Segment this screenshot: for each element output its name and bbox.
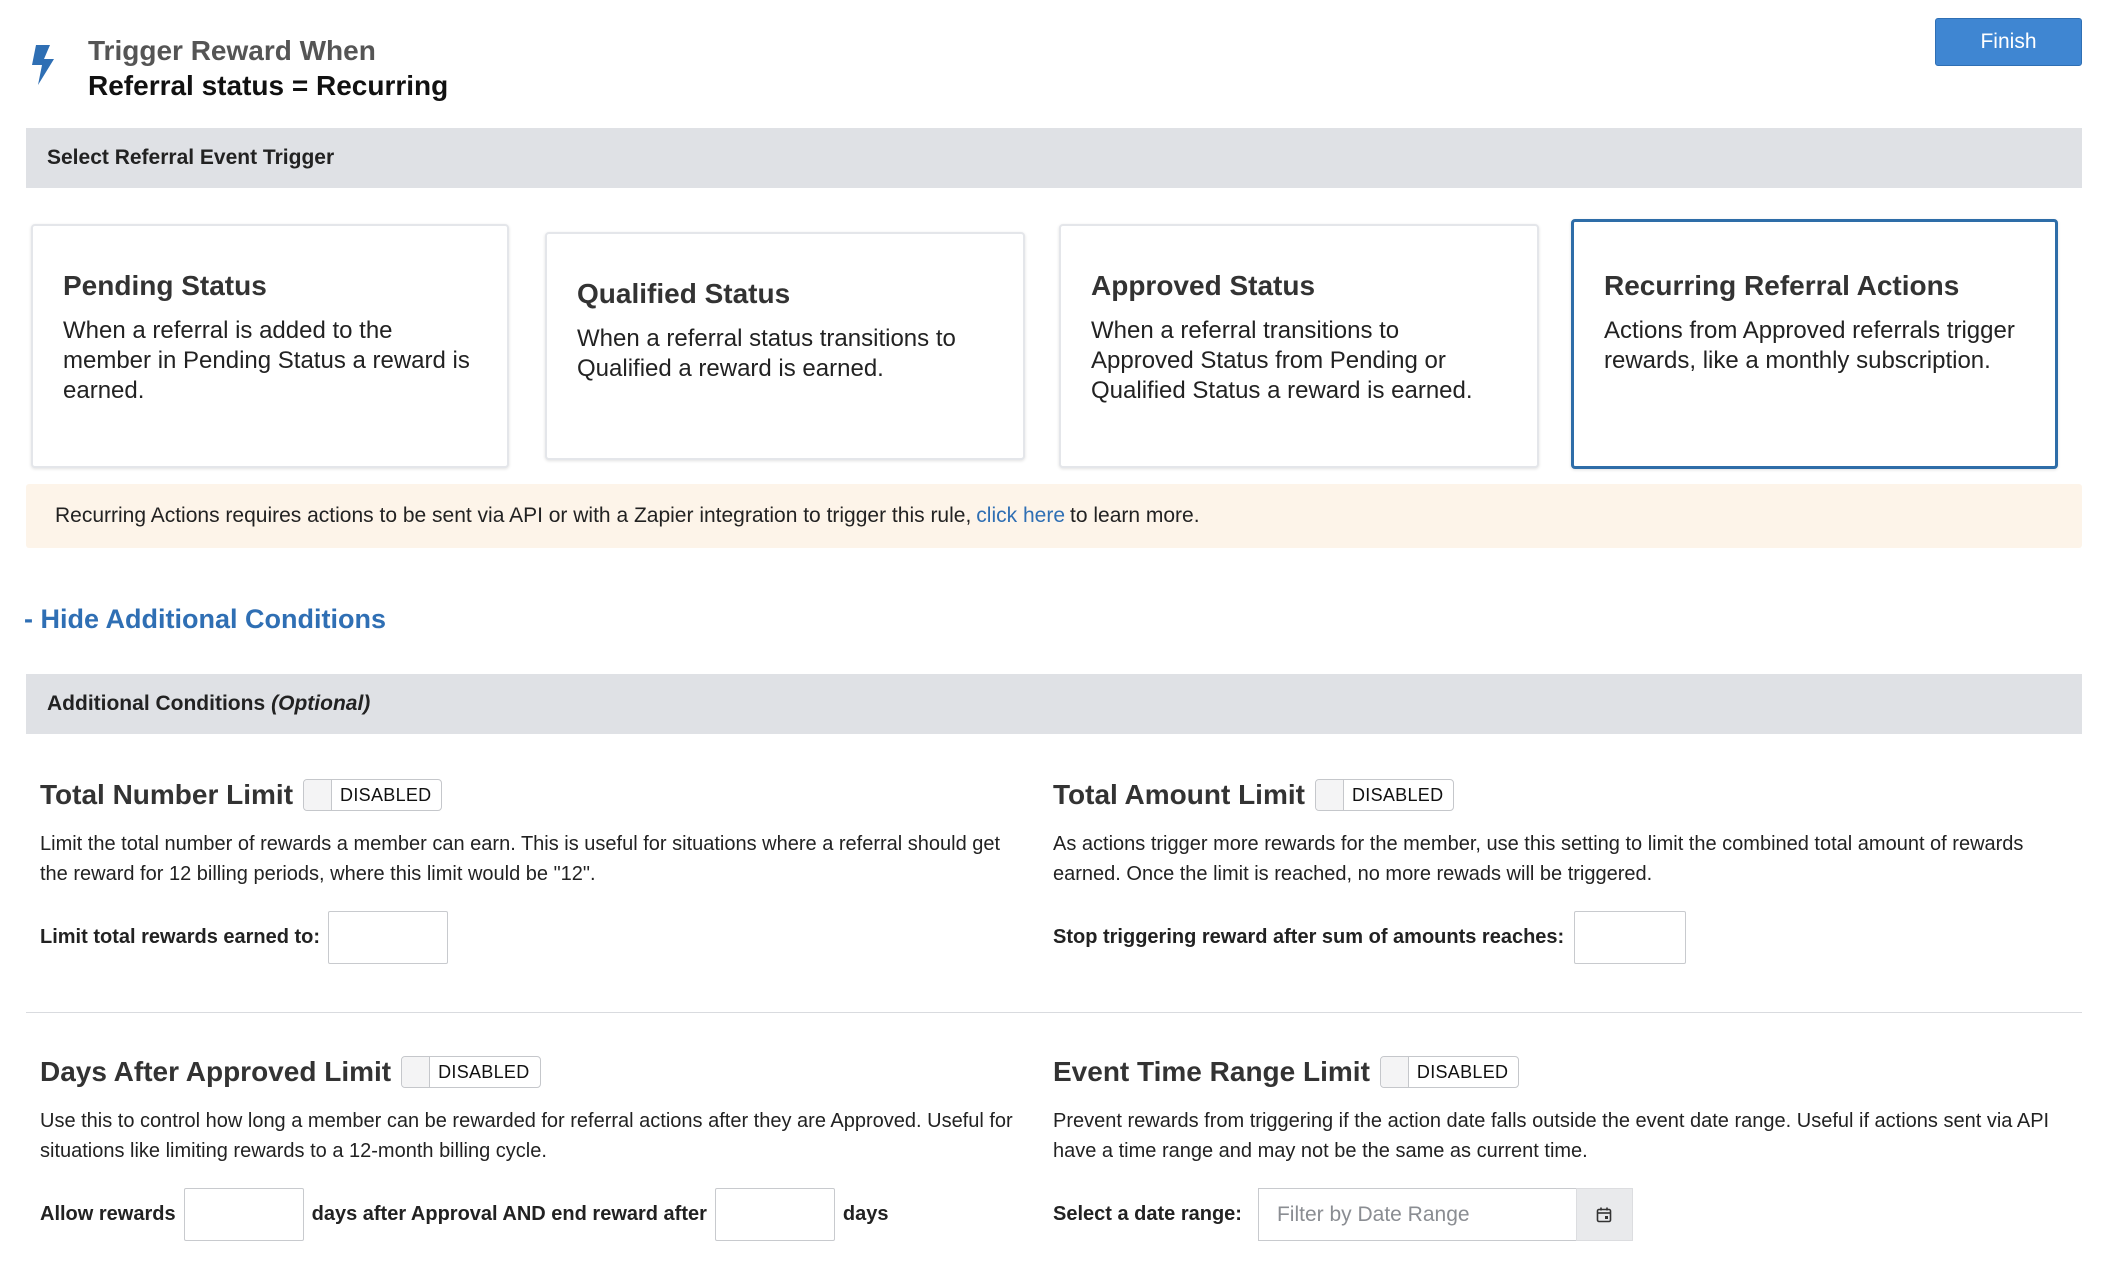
notice-text-end: to learn more. [1070,504,1200,527]
condition-description: Limit the total number of rewards a member can earn. This is useful for situations where a referral should get the reward for 12 billing periods, where this limit would be "12". [40,833,1001,885]
trigger-section-label: Select Referral Event Trigger [47,146,335,169]
field-label: Stop triggering reward after sum of amounts reaches: [1053,926,1565,948]
days-label: days [842,1203,889,1225]
page-header [30,33,448,103]
condition-description: Prevent rewards from triggering if the action date falls outside the event date range. Useful if actions sent via API have a time range and may not be the same as current time. [1053,1110,2050,1162]
days-after-approved-limit [40,1052,1040,1241]
card-title: Qualified Status [577,278,791,309]
card-description: Actions from Approved referrals trigger rewards, like a monthly subscription. [1604,317,2015,374]
recurring-actions-notice [26,484,2082,548]
total-amount-limit [1053,775,2043,964]
limit-total-rewards-input[interactable] [328,911,448,964]
toggle-knob [1381,1057,1409,1087]
end-days-input[interactable] [715,1188,835,1241]
card-pending-status[interactable] [31,224,509,468]
trigger-section-header [26,128,2082,188]
card-title: Pending Status [63,270,267,301]
days-after-approved-toggle[interactable] [401,1056,540,1088]
event-time-range-limit [1053,1052,2053,1241]
toggle-knob [304,780,332,810]
card-recurring-referral-actions[interactable] [1571,219,2058,469]
card-qualified-status[interactable] [545,232,1025,460]
field-label: Limit total rewards earned to: [40,926,321,948]
section-divider [26,1012,2082,1013]
toggle-state: DISABLED [1416,1061,1509,1082]
learn-more-link[interactable]: click here [976,504,1065,527]
toggle-state: DISABLED [1351,784,1444,805]
condition-description: Use this to control how long a member can be rewarded for referral actions after they are Approved. Useful for situations like limiting rewards to a 12-month billing cycle. [40,1110,1013,1162]
calendar-icon [1596,1207,1612,1223]
calendar-button[interactable] [1576,1188,1633,1241]
total-amount-limit-toggle[interactable] [1315,779,1454,811]
days-after-approval-label: days after Approval AND end reward after [311,1203,707,1225]
toggle-state: DISABLED [438,1061,530,1082]
date-range-picker [1258,1188,1633,1241]
condition-title: Event Time Range Limit [1053,1056,1370,1087]
finish-button[interactable]: Finish [1935,18,2082,66]
field-label: Select a date range: [1053,1203,1242,1225]
card-title: Approved Status [1091,270,1316,301]
header-subtitle: Trigger Reward When [88,35,376,66]
condition-title: Total Amount Limit [1053,779,1305,810]
condition-description: As actions trigger more rewards for the member, use this setting to limit the combined total amount of rewards earned. Once the limit is reached, no more rewads will be triggered. [1053,833,2024,885]
card-description: When a referral transitions to Approved Status from Pending or Qualified Status a reward is earned. [1091,317,1473,404]
additional-conditions-header [26,674,2082,734]
card-description: When a referral is added to the member in Pending Status a reward is earned. [63,317,470,404]
toggle-knob [402,1057,430,1087]
header-title: Referral status = Recurring [88,70,449,101]
event-time-range-toggle[interactable] [1380,1056,1519,1088]
allow-rewards-label: Allow rewards [40,1203,176,1225]
sum-of-amounts-input[interactable] [1574,911,1686,964]
card-approved-status[interactable] [1059,224,1539,468]
notice-text: Recurring Actions requires actions to be sent via API or with a Zapier integration to trigger this rule, [55,504,972,527]
total-number-limit-toggle[interactable] [303,779,442,811]
date-range-input[interactable] [1258,1188,1576,1241]
optional-label: (Optional) [271,692,371,715]
condition-title: Total Number Limit [40,779,294,810]
start-days-input[interactable] [184,1188,304,1241]
toggle-state: DISABLED [340,784,432,805]
card-title: Recurring Referral Actions [1604,270,1960,301]
toggle-knob [1316,780,1344,810]
card-description: When a referral status transitions to Qualified a reward is earned. [577,325,956,382]
condition-title: Days After Approved Limit [40,1056,392,1087]
hide-additional-conditions-link[interactable]: - Hide Additional Conditions [24,604,386,634]
conditions-section-label: Additional Conditions [47,692,266,715]
lightning-bolt-icon [30,45,56,85]
total-number-limit [40,775,1030,964]
